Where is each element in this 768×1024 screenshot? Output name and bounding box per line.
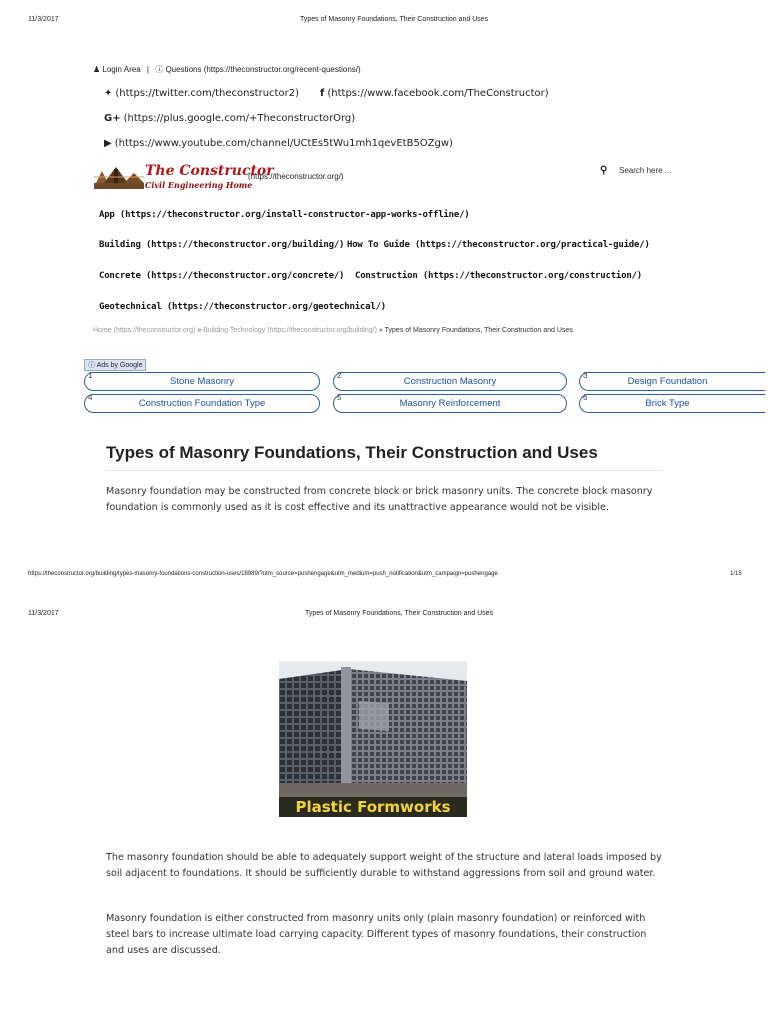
menu-building[interactable]: Building (https://theconstructor.org/building/) xyxy=(99,240,345,250)
googleplus-link[interactable]: G+ (https://plus.google.com/+TheconstructorOrg) xyxy=(104,113,356,124)
ad-label: Stone Masonry xyxy=(170,376,234,387)
breadcrumb-separator: » xyxy=(197,327,202,334)
plastic-formworks-image xyxy=(279,661,467,817)
print-date: 11/3/2017 xyxy=(28,610,59,617)
login-link[interactable]: Login Area xyxy=(102,65,141,74)
twitter-link[interactable]: ✦ (https://twitter.com/theconstructor2) xyxy=(104,88,299,99)
ad-link-design-foundation[interactable] xyxy=(579,372,765,391)
print-page-number: 1/15 xyxy=(730,571,742,577)
facebook-icon: f xyxy=(320,88,325,99)
ad-number: 1 xyxy=(88,371,93,380)
image-caption: Plastic Formworks xyxy=(295,798,451,816)
paragraph-1: The masonry foundation should be able to adequately support weight of the structure and lateral loads imposed by soil adjacent to foundations. It should be sufficiently durable to withstand aggressions from soil and ground water. xyxy=(106,852,662,879)
search-input[interactable]: Search here ... xyxy=(619,166,672,175)
top-links xyxy=(93,64,361,75)
intro-paragraph: Masonry foundation may be constructed from concrete block or brick masonry units. The concrete block masonry foundation is commonly used as it is cost effective and its unattractive appearance would not be visible. xyxy=(106,486,653,513)
ad-label: Masonry Reinforcement xyxy=(399,398,501,409)
ad-number: 5 xyxy=(337,393,342,402)
question-icon: ⓘ xyxy=(155,65,164,74)
logo-title[interactable]: The Constructor xyxy=(145,163,274,179)
user-icon: ♟ xyxy=(93,65,101,74)
ad-number: 4 xyxy=(88,393,93,402)
menu-geotechnical[interactable]: Geotechnical (https://theconstructor.org/geotechnical/) xyxy=(99,302,387,312)
menu-construction[interactable]: Construction (https://theconstructor.org/construction/) xyxy=(355,271,643,281)
ad-link-masonry-reinforcement[interactable] xyxy=(333,394,567,413)
breadcrumb-current: Types of Masonry Foundations, Their Construction and Uses xyxy=(384,327,573,334)
print-date: 11/3/2017 xyxy=(28,16,59,23)
ad-link-construction-foundation-type[interactable] xyxy=(84,394,320,413)
paragraph-2: Masonry foundation is either constructed from masonry units only (plain masonry foundation) or reinforced with steel bars to increase ultimate load carrying capacity. Different types of masonry foundations, their construction and uses are discussed. xyxy=(106,913,647,956)
twitter-icon: ✦ xyxy=(104,88,113,99)
article-title: Types of Masonry Foundations, Their Construction and Uses xyxy=(106,443,598,462)
menu-app[interactable]: App (https://theconstructor.org/install-constructor-app-works-offline/) xyxy=(99,210,470,220)
breadcrumb-home[interactable]: Home (https://theconstructor.org) xyxy=(93,327,196,334)
facebook-link[interactable]: f (https://www.facebook.com/TheConstructor) xyxy=(320,88,549,99)
logo-image[interactable] xyxy=(94,163,144,189)
breadcrumb xyxy=(93,327,573,334)
menu-howto[interactable]: How To Guide (https://theconstructor.org/practical-guide/) xyxy=(347,240,650,250)
ad-label: Brick Type xyxy=(645,398,690,409)
ad-number: 3 xyxy=(583,371,588,380)
youtube-icon: ▶ xyxy=(104,138,112,149)
breadcrumb-separator: » xyxy=(378,327,383,334)
print-footer-url: https://theconstructor.org/building/types-masonry-foundations-construction-uses/18989/?utm_source=pushengage&utm_medium=push_notification&utm_campaign=pushengage xyxy=(28,571,498,577)
logo-subtitle: Civil Engineering Home xyxy=(145,180,253,190)
breadcrumb-building-tech[interactable]: Building Technology (https://theconstructor.org/building/) xyxy=(203,327,377,334)
print-title: Types of Masonry Foundations, Their Construction and Uses xyxy=(300,16,489,23)
title-divider xyxy=(106,470,662,471)
ad-number: 6 xyxy=(583,393,588,402)
ad-label: Construction Foundation Type xyxy=(138,398,266,409)
questions-link[interactable]: Questions (https://theconstructor.org/recent-questions/) xyxy=(165,65,361,74)
ad-link-brick-type[interactable] xyxy=(579,394,765,413)
youtube-link[interactable]: ▶ (https://www.youtube.com/channel/UCtEs5tWu1mh1qevEtB5OZgw) xyxy=(104,138,453,149)
info-icon: ⓘ xyxy=(88,362,95,369)
search-icon[interactable]: ⚲ xyxy=(600,165,608,176)
ads-by-google[interactable]: ⓘ Ads by Google xyxy=(84,359,146,371)
ad-link-stone-masonry[interactable] xyxy=(84,372,320,391)
ad-label: Design Foundation xyxy=(627,376,708,387)
ad-number: 2 xyxy=(337,371,342,380)
ad-link-construction-masonry[interactable] xyxy=(333,372,567,391)
top-links-separator: | xyxy=(146,65,149,74)
ad-label: Construction Masonry xyxy=(403,376,497,387)
print-title: Types of Masonry Foundations, Their Construction and Uses xyxy=(305,610,494,617)
logo-link[interactable]: (https://theconstructor.org/) xyxy=(248,172,344,181)
menu-concrete[interactable]: Concrete (https://theconstructor.org/concrete/) xyxy=(99,271,345,281)
googleplus-icon: G+ xyxy=(104,113,121,124)
